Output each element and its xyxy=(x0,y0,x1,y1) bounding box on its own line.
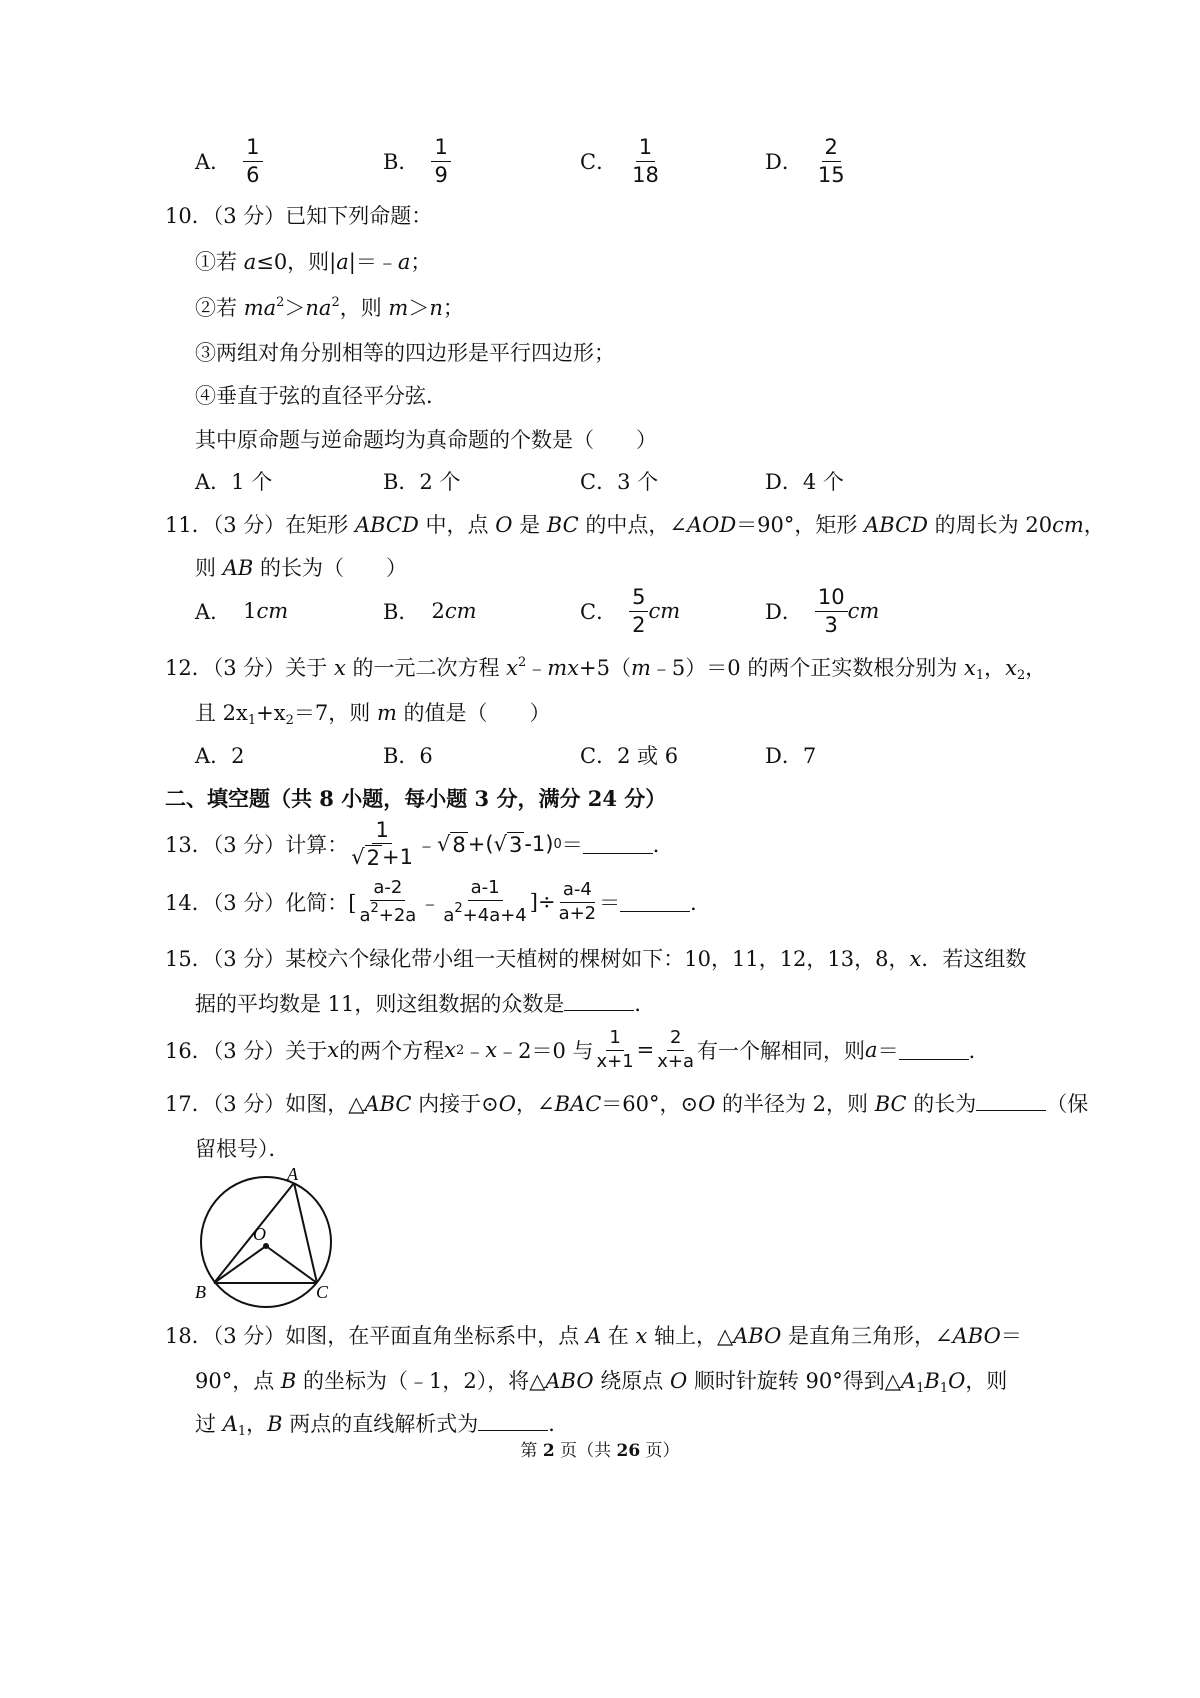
q12-option-b: B．6 xyxy=(383,744,433,768)
q9-option-a: A． $\frac{1}{6}$ xyxy=(195,136,263,186)
q15-line-1: 15．（3 分）某校六个绿化带小组一天植树的棵树如下：10，11，12，13，8，x．若这组数 xyxy=(165,947,1027,971)
label-a: A xyxy=(287,1164,298,1184)
q11-options xyxy=(0,586,1200,636)
label-b: B xyxy=(195,1282,206,1302)
q10-proposition-3: ③两组对角分别相等的四边形是平行四边形； xyxy=(195,341,615,365)
q12-option-a: A．2 xyxy=(195,744,245,768)
answer-blank xyxy=(564,992,634,1011)
q10-ask: 其中原命题与逆命题均为真命题的个数是（ ） xyxy=(195,428,657,452)
q18-line-1: 18．（3 分）如图，在平面直角坐标系中，点 A 在 x 轴上，△ABO 是直角三角形，∠ABO＝ xyxy=(165,1324,1022,1348)
q16: 16．（3 分）关于 x 的两个方程 x 2 ﹣ x ﹣2＝0 与 $\frac{1}{x+1}$ = $\frac{2}{x+a}$ 有一个解相同，则 a ＝ ． xyxy=(165,1026,990,1072)
q10-proposition-2: ②若 $ma^2>na^2$，则 m＞n； xyxy=(195,295,464,320)
q11-option-a: A． 1 cm xyxy=(195,599,289,624)
q11-option-c: C． $\frac{5}{2}$ cm xyxy=(580,585,681,637)
q18-line-3: 过 $A_1$，B 两点的直线解析式为 ． xyxy=(195,1412,570,1439)
q9-option-d: D． $\frac{2}{15}$ xyxy=(765,136,848,186)
q10-proposition-1: ①若 a≤0，则|a|＝﹣a； xyxy=(195,250,432,274)
q18-line-2: 90°，点 B 的坐标为（﹣1，2），将△ABO 绕原点 O 顺时针旋转 90°得到$\triangle A_1B_1O$，则 xyxy=(195,1369,1008,1396)
q12-line-1: 12．（3 分）关于 x 的一元二次方程 $x^2﹣mx+5(m﹣5)=0$ 的两个正实数根分别为 $x_1$，$x_2$， xyxy=(165,655,1047,683)
fraction: $\frac{a-1}{a^2+4a+4}$ xyxy=(443,876,527,926)
q10-option-b: B．2 个 xyxy=(383,470,461,494)
q11-option-d: D． $\frac{10}{3}$ cm xyxy=(765,585,880,637)
q11-line-2: 则 AB 的长为（ ） xyxy=(195,556,407,580)
q14: 14．（3 分）化简：[ $\frac{a-2}{a^2+2a}$ ﹣ $\frac{a-1}{a^2+4a+4}$ ]÷ $\frac{a-4}{a+2}$ ＝ ． xyxy=(165,876,712,926)
q13: 13．（3 分）计算： 1 √ 2 +1 ﹣ √ 8 +( √ 3 -1) 0 ＝ ． xyxy=(165,817,674,870)
fraction: $\frac{10}{3}$ xyxy=(815,585,848,636)
q9-options xyxy=(0,136,1200,186)
q12-option-c: C．2 或 6 xyxy=(580,744,679,768)
answer-blank xyxy=(899,1041,969,1060)
fraction: $\frac{a-4}{a+2}$ xyxy=(558,878,597,924)
q9-option-b: B． $\frac{1}{9}$ xyxy=(383,136,451,186)
q11-option-b: B． 2 cm xyxy=(383,599,477,624)
label-o: O xyxy=(253,1224,266,1244)
section-2-title: 二、填空题（共 8 小题，每小题 3 分，满分 24 分） xyxy=(165,786,667,811)
fraction: $\frac{a-2}{a^2+2a}$ xyxy=(359,876,417,926)
page-footer: 第 2 页（共 26 页） xyxy=(520,1441,680,1461)
fraction: $\frac{1}{6}$ xyxy=(243,135,262,186)
sqrt: √ 3 xyxy=(493,831,523,857)
q10-option-a: A．1 个 xyxy=(195,470,273,494)
answer-blank xyxy=(976,1092,1046,1111)
q10-option-c: C．3 个 xyxy=(580,470,659,494)
q11-line-1: 11．（3 分）在矩形 ABCD 中，点 O 是 BC 的中点，∠AOD＝90°，矩形 ABCD 的周长为 20cm， xyxy=(165,513,1105,537)
q12-line-2: 且 $2x_1+x_2=7$，则 m 的值是（ ） xyxy=(195,701,551,728)
answer-blank xyxy=(620,893,690,912)
q15-line-2: 据的平均数是 11，则这组数据的众数是 ． xyxy=(195,992,656,1016)
q10-proposition-4: ④垂直于弦的直径平分弦． xyxy=(195,384,447,408)
q17-line-2: 留根号）． xyxy=(195,1137,290,1161)
fraction: 1 √ 2 +1 xyxy=(351,817,413,870)
sqrt: √ 2 xyxy=(351,845,381,870)
fraction: $\frac{2}{15}$ xyxy=(817,135,845,187)
circle-o xyxy=(201,1177,331,1307)
fraction: $\frac{1}{18}$ xyxy=(632,135,659,187)
fraction: $\frac{1}{9}$ xyxy=(431,135,450,186)
q12-option-d: D．7 xyxy=(765,744,817,768)
q10-stem: 10．（3 分）已知下列命题： xyxy=(165,204,433,228)
fraction: $\frac{5}{2}$ xyxy=(629,585,648,636)
q9-option-c: C． $\frac{1}{18}$ xyxy=(580,136,662,186)
fraction: $\frac{1}{x+1}$ xyxy=(596,1026,634,1072)
sqrt: √ 8 xyxy=(437,831,466,857)
q17-line-1: 17．（3 分）如图，△ABC 内接于⊙O，∠BAC＝60°，⊙O 的半径为 2，则 BC 的长为 （保 xyxy=(165,1092,1089,1116)
q17-figure xyxy=(185,1160,355,1310)
q10-option-d: D．4 个 xyxy=(765,470,844,494)
fraction: $\frac{2}{x+a}$ xyxy=(657,1026,695,1072)
answer-blank xyxy=(583,835,653,854)
label-c: C xyxy=(316,1282,329,1302)
answer-blank xyxy=(478,1412,548,1431)
